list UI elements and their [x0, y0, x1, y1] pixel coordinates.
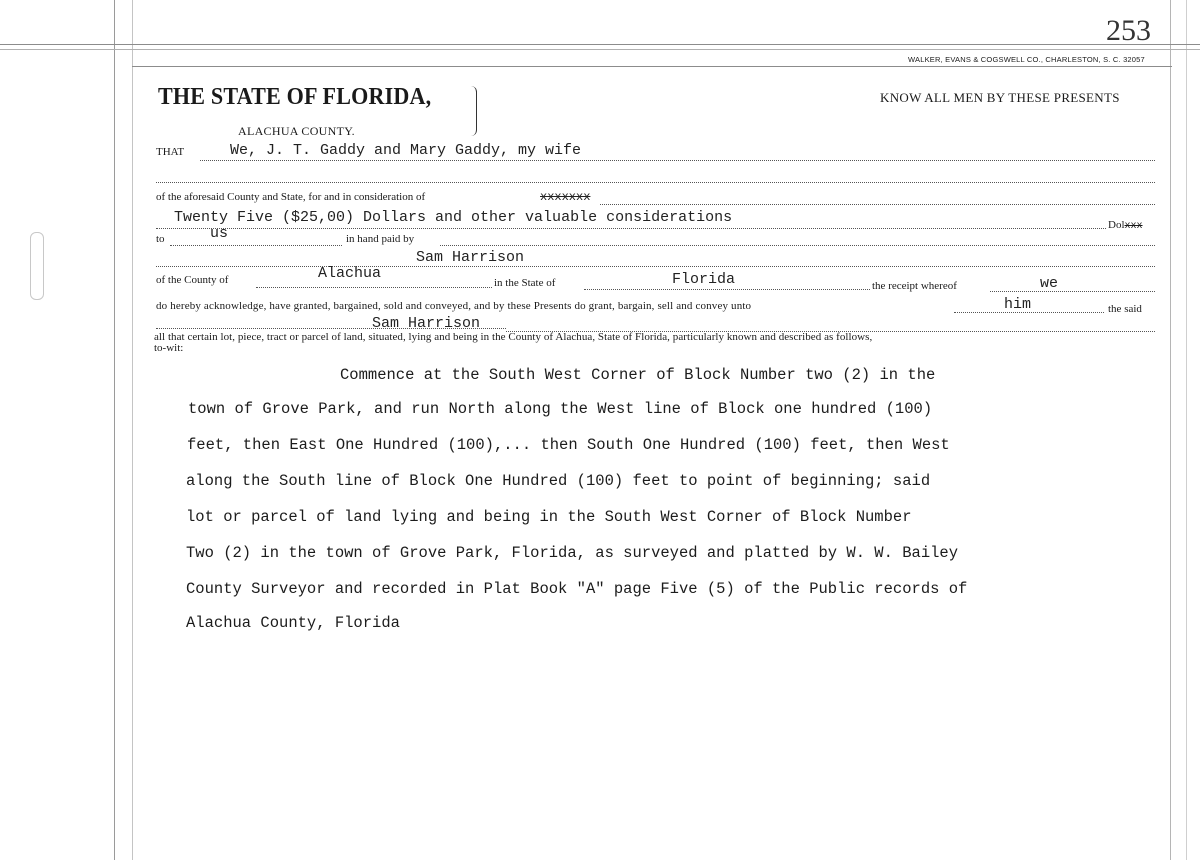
paid-by-underline — [440, 245, 1155, 246]
grantee-underline — [156, 266, 1155, 267]
amount-value: Twenty Five ($25,00) Dollars and other valuable considerations — [174, 209, 733, 226]
top-rule-2 — [0, 49, 1200, 50]
description-line-5: lot or parcel of land lying and being in the South West Corner of Block Number — [186, 508, 912, 526]
know-all-men: KNOW ALL MEN BY THESE PRESENTS — [880, 90, 1120, 105]
description-line-2: town of Grove Park, and run North along the West line of Block one hundred (100) — [188, 400, 933, 418]
description-line-6: Two (2) in the town of Grove Park, Florida, as surveyed and platted by W. W. Bailey — [186, 544, 959, 562]
state-value: Florida — [672, 271, 736, 288]
page-number: 253 — [1106, 14, 1151, 47]
state-label: in the State of — [494, 277, 556, 289]
amount-underline — [156, 228, 1106, 229]
state-heading: THE STATE OF FLORIDA, — [158, 84, 432, 110]
county-value: Alachua — [318, 265, 382, 282]
paid-by-label: in hand paid by — [346, 233, 415, 245]
receipt-label: the receipt whereof — [872, 280, 957, 292]
to-wit-label: to-wit: — [154, 342, 184, 354]
brace — [470, 86, 477, 136]
consideration-label: of the aforesaid County and State, for and in consideration of — [156, 191, 426, 203]
description-line-8: Alachua County, Florida — [186, 614, 400, 632]
dollars-suffix-text: Dol — [1108, 219, 1125, 231]
receipt-underline — [990, 291, 1155, 292]
top-rule — [0, 44, 1200, 45]
description-line-7: County Surveyor and recorded in Plat Book "A" page Five (5) of the Public records of — [186, 580, 968, 598]
left-margin-line — [114, 0, 115, 860]
all-that-text: all that certain lot, piece, tract or parcel of land, situated, lying and being in the County of Alachua, State of Florida, particularly known and described as follows, — [154, 331, 873, 343]
left-margin-line-2 — [132, 0, 133, 860]
to-value: us — [210, 225, 229, 242]
blank-underline — [156, 182, 1155, 183]
county-label: of the County of — [156, 274, 229, 286]
acknowledge-text: do hereby acknowledge, have granted, bargained, sold and conveyed, and by these Presents do grant, bargain, sell and convey unto — [156, 300, 752, 312]
county-heading: ALACHUA COUNTY. — [238, 124, 355, 138]
consideration-struck: xxxxxxx — [540, 190, 591, 204]
right-edge-line — [1186, 0, 1187, 860]
to-underline — [170, 245, 342, 246]
dollars-suffix — [1108, 219, 1143, 232]
grantors-value: We, J. T. Gaddy and Mary Gaddy, my wife — [230, 142, 582, 159]
grantee-again-value: Sam Harrison — [372, 315, 481, 332]
that-label: THAT — [156, 146, 185, 158]
state-underline — [584, 289, 870, 290]
printer-rule — [132, 66, 1172, 67]
grantee-value: Sam Harrison — [416, 249, 525, 266]
printer-imprint: WALKER, EVANS & COGSWELL CO., CHARLESTON, S. C. 32057 — [908, 55, 1145, 64]
right-margin-line — [1170, 0, 1171, 860]
receipt-value: we — [1040, 275, 1059, 292]
the-said-label: the said — [1108, 303, 1142, 315]
description-line-1: Commence at the South West Corner of Block Number two (2) in the — [340, 366, 936, 384]
binder-mark — [30, 232, 44, 300]
consideration-underline — [600, 204, 1155, 205]
dollars-struck: xxx — [1124, 221, 1143, 232]
to-label: to — [156, 233, 165, 245]
description-line-4: along the South line of Block One Hundred (100) feet to point of beginning; said — [186, 472, 931, 490]
unto-value: him — [1004, 296, 1032, 313]
county-underline — [256, 287, 492, 288]
description-line-3: feet, then East One Hundred (100),... then South One Hundred (100) feet, then West — [187, 436, 950, 454]
that-underline — [200, 160, 1155, 161]
